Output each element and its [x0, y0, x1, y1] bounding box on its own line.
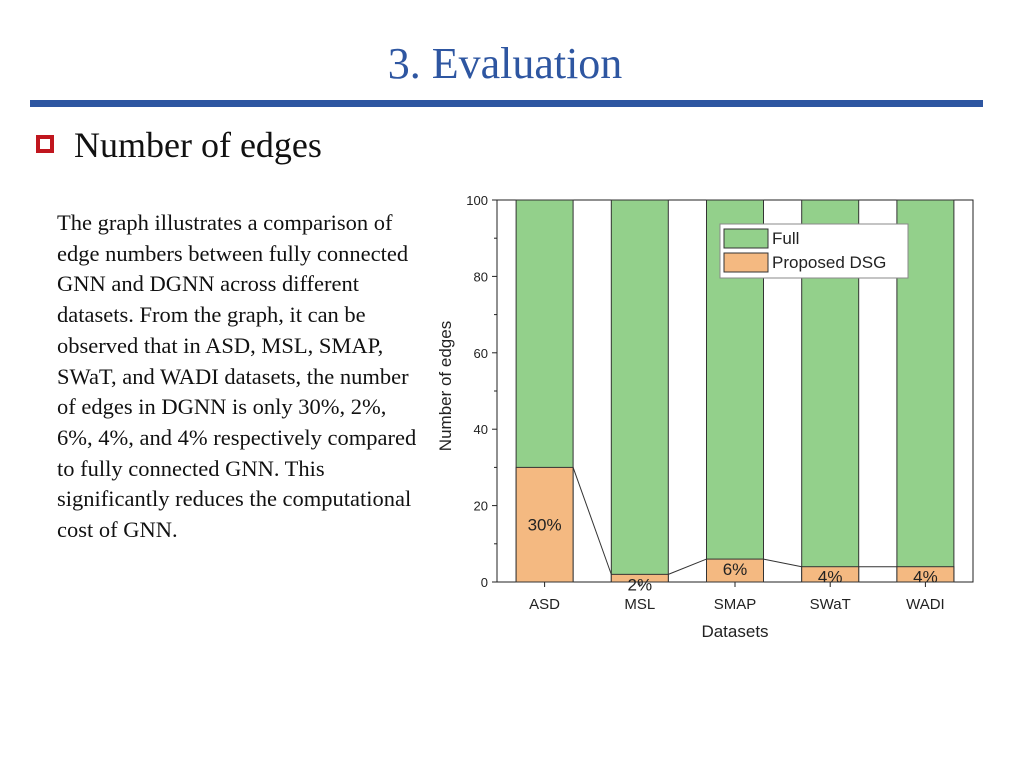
- bullet-heading: Number of edges: [74, 125, 322, 165]
- x-tick-label-msl: MSL: [624, 596, 656, 613]
- y-tick-label: 20: [473, 498, 488, 514]
- x-tick-label-asd: ASD: [529, 596, 561, 613]
- description-paragraph: The graph illustrates a comparison of edge numbers between fully connected GNN and DGNN across different datasets. From the graph, it can be observed that in ASD, MSL, SMAP, SWaT, and WADI datasets, the number of edges in DGNN is only 30%, 2%, 6%, 4%, and 4% respectively compared to fully connected GNN. This significantly reduces the computational cost of GNN.: [57, 210, 417, 543]
- data-label-asd: 30%: [527, 515, 562, 535]
- x-tick-label-wadi: WADI: [906, 596, 945, 613]
- data-label-msl: 2%: [627, 575, 653, 595]
- x-tick-label-swat: SWaT: [809, 596, 851, 613]
- legend-label-proposed: Proposed DSG: [772, 253, 887, 272]
- y-tick-label: 0: [480, 575, 488, 590]
- y-tick-label: 60: [473, 345, 488, 361]
- y-tick-label: 40: [473, 422, 488, 438]
- x-axis-title: Datasets: [701, 622, 769, 641]
- data-label-smap: 6%: [722, 560, 748, 580]
- legend-swatch-proposed: [724, 253, 768, 272]
- connector-line: [573, 467, 611, 574]
- x-tick-label-smap: SMAP: [713, 596, 757, 613]
- y-tick-label: 100: [466, 193, 488, 208]
- data-label-wadi: 4%: [913, 567, 938, 587]
- connector-line: [668, 559, 706, 574]
- data-label-swat: 4%: [817, 567, 843, 587]
- legend-swatch-full: [724, 229, 768, 248]
- legend-label-full: Full: [772, 229, 800, 248]
- slide-title: 3. Evaluation: [387, 39, 623, 88]
- connector-line: [764, 559, 802, 567]
- y-tick-label: 80: [473, 269, 488, 285]
- bar-full-msl: [611, 200, 668, 582]
- y-axis-title: Number of edges: [436, 320, 455, 452]
